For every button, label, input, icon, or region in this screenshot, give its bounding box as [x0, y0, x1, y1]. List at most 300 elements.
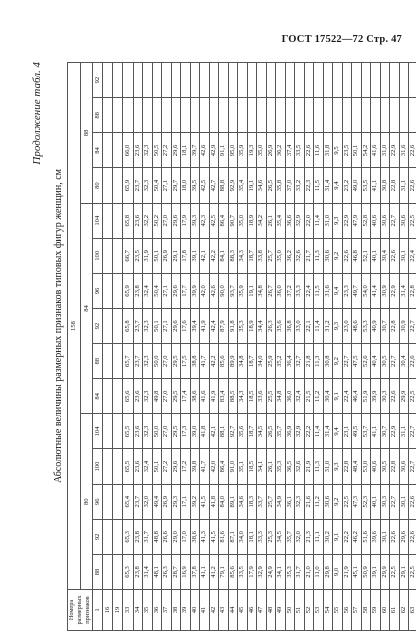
table-cell: 35,3: [276, 449, 286, 484]
table-cell: 40,4: [371, 344, 381, 379]
table-cell: 18,7: [247, 344, 257, 379]
table-cell: 65,5: [123, 414, 134, 449]
table-row: [295, 63, 305, 631]
table-cell: [238, 63, 248, 98]
table-cell: 26,1: [266, 449, 276, 484]
table-cell: 65,5: [123, 449, 134, 484]
table-cell: 39,3: [190, 203, 200, 238]
table-cell: 23,0: [342, 309, 352, 344]
header-spacer: [103, 168, 113, 203]
table-cell: [200, 63, 210, 98]
table-cell: 23,7: [133, 309, 143, 344]
table-cell: 31,4: [143, 554, 153, 589]
table-cell: 50,0: [152, 344, 162, 379]
table-cell: 88,8: [219, 168, 229, 203]
table-cell: 19,1: [247, 168, 257, 203]
row-number: 41: [200, 590, 210, 631]
table-cell: 11,6: [314, 133, 324, 168]
table-cell: 23,1: [342, 414, 352, 449]
table-cell: 22,1: [304, 309, 314, 344]
table-cell: 22,6: [409, 484, 416, 519]
table-cell: 42,3: [200, 203, 210, 238]
column-header: 92: [93, 63, 103, 98]
table-cell: 35,9: [238, 133, 248, 168]
header-spacer: [113, 203, 123, 238]
table-cell: 32,4: [143, 449, 153, 484]
row-number: 54: [323, 590, 333, 631]
row-number: 44: [228, 590, 238, 631]
row-number: 36: [152, 590, 162, 631]
table-cell: 33,6: [257, 379, 267, 414]
table-cell: 26,1: [266, 203, 276, 238]
table-cell: [352, 63, 362, 98]
table-row: [228, 63, 238, 631]
header-spacer: [103, 238, 113, 273]
table-cell: 31,1: [399, 414, 409, 449]
table-cell: 22,4: [304, 273, 314, 308]
header-group-88: 88: [80, 63, 93, 204]
table-cell: 42,6: [209, 273, 219, 308]
table-cell: 22,6: [390, 379, 400, 414]
table-cell: 38,6: [190, 519, 200, 554]
table-cell: 26,6: [162, 519, 172, 554]
table-cell: [209, 98, 219, 133]
row-number: 61: [390, 590, 400, 631]
table-cell: [152, 98, 162, 133]
table-cell: 18,7: [247, 414, 257, 449]
table-cell: 34,0: [238, 519, 248, 554]
table-cell: 36,0: [276, 273, 286, 308]
table-cell: [171, 98, 181, 133]
row-number: 50: [285, 590, 295, 631]
table-cell: [247, 98, 257, 133]
table-cell: 65,3: [123, 519, 134, 554]
table-cell: 35,6: [238, 414, 248, 449]
table-cell: [361, 63, 371, 98]
table-cell: 31,1: [399, 168, 409, 203]
table-cell: 30,6: [380, 203, 390, 238]
table-cell: [123, 98, 134, 133]
table-cell: 34,6: [238, 484, 248, 519]
table-cell: 22,9: [390, 273, 400, 308]
table-cell: 9,4: [333, 414, 343, 449]
table-cell: 22,7: [390, 484, 400, 519]
table-cell: 9,2: [333, 484, 343, 519]
table-cell: 18,1: [181, 133, 191, 168]
table-cell: 91,0: [228, 449, 238, 484]
table-cell: 17,4: [181, 379, 191, 414]
header-spacer: [113, 379, 123, 414]
table-cell: [323, 98, 333, 133]
table-cell: 87,9: [219, 309, 229, 344]
table-cell: 42,0: [200, 273, 210, 308]
table-cell: 42,6: [200, 133, 210, 168]
table-cell: 23,2: [342, 168, 352, 203]
table-cell: 31,7: [143, 519, 153, 554]
table-cell: 21,7: [304, 238, 314, 273]
header-spacer: [113, 168, 123, 203]
continuation-label: Продолжение табл. 4: [31, 62, 43, 165]
table-cell: 9,2: [333, 344, 343, 379]
table-cell: 11,5: [314, 273, 324, 308]
table-cell: 22,6: [390, 238, 400, 273]
table-cell: 32,3: [143, 133, 153, 168]
corner-num2: 16: [103, 590, 113, 631]
table-cell: 31,8: [323, 133, 333, 168]
table-cell: [409, 63, 416, 98]
table-cell: 29,6: [171, 273, 181, 308]
table-cell: 17,5: [181, 344, 191, 379]
table-cell: [276, 98, 286, 133]
table-cell: 22,7: [409, 449, 416, 484]
table-row: [266, 63, 276, 631]
table-cell: 22,8: [409, 273, 416, 308]
table-cell: 83,4: [219, 379, 229, 414]
table-cell: 29,6: [171, 203, 181, 238]
table-cell: 88,3: [228, 238, 238, 273]
table-cell: 25,5: [266, 379, 276, 414]
table-cell: 33,5: [295, 133, 305, 168]
table-cell: 92,7: [228, 414, 238, 449]
table-cell: 36,9: [285, 414, 295, 449]
column-header: 88: [93, 554, 103, 589]
table-cell: 84,1: [219, 238, 229, 273]
table-cell: 34,9: [276, 484, 286, 519]
table-cell: 84,0: [219, 484, 229, 519]
table-cell: 38,8: [190, 344, 200, 379]
table-cell: 42,1: [209, 414, 219, 449]
table-cell: 22,6: [342, 238, 352, 273]
header-spacer: [113, 484, 123, 519]
table-cell: 26,7: [266, 273, 276, 308]
column-header: 100: [93, 449, 103, 484]
table-cell: 23,7: [133, 344, 143, 379]
table-cell: 41,6: [200, 379, 210, 414]
table-cell: 50,4: [152, 273, 162, 308]
table-cell: 32,0: [143, 484, 153, 519]
table-cell: 66,0: [123, 133, 134, 168]
header-spacer: [113, 344, 123, 379]
table-cell: 65,8: [123, 203, 134, 238]
table-cell: 49,8: [152, 379, 162, 414]
table-cell: 38,6: [190, 379, 200, 414]
table-cell: 36,8: [285, 309, 295, 344]
table-cell: 41,4: [371, 273, 381, 308]
table-cell: 22,2: [304, 414, 314, 449]
table-cell: 30,1: [399, 238, 409, 273]
header-spacer: [113, 309, 123, 344]
table-cell: 29,5: [171, 414, 181, 449]
table-row: [361, 63, 371, 631]
header-spacer: [103, 133, 113, 168]
table-cell: 18,7: [247, 238, 257, 273]
table-cell: 54,0: [361, 273, 371, 308]
table-cell: 49,5: [352, 414, 362, 449]
table-cell: 30,3: [380, 379, 390, 414]
table-cell: 42,2: [209, 238, 219, 273]
table-cell: 25,7: [266, 238, 276, 273]
table-cell: 18,5: [247, 449, 257, 484]
table-cell: 46,2: [352, 519, 362, 554]
table-cell: 22,7: [342, 344, 352, 379]
table-cell: [276, 63, 286, 98]
table-cell: 32,3: [143, 414, 153, 449]
table-cell: 37,4: [285, 133, 295, 168]
header-spacer: [113, 449, 123, 484]
table-cell: 11,5: [314, 168, 324, 203]
table-cell: 31,0: [323, 203, 333, 238]
table-cell: 39,0: [190, 414, 200, 449]
table-cell: 92,9: [228, 168, 238, 203]
table-cell: [162, 98, 172, 133]
table-cell: 34,0: [257, 344, 267, 379]
table-cell: [228, 63, 238, 98]
table-cell: 33,2: [295, 168, 305, 203]
row-number: 49: [276, 590, 286, 631]
table-cell: 30,3: [380, 484, 390, 519]
header-row-2: [80, 63, 93, 631]
table-cell: 29,9: [380, 554, 390, 589]
table-cell: 48,1: [152, 554, 162, 589]
table-cell: [152, 63, 162, 98]
table-cell: 11,0: [314, 554, 324, 589]
data-table: [67, 62, 416, 631]
table-cell: 29,9: [399, 379, 409, 414]
table-cell: 30,1: [399, 484, 409, 519]
header-spacer: [113, 133, 123, 168]
row-number: 63: [409, 590, 416, 631]
table-cell: 50,1: [152, 238, 162, 273]
column-header: 84: [93, 379, 103, 414]
table-cell: 33,7: [257, 484, 267, 519]
table-cell: 17,1: [181, 484, 191, 519]
table-cell: 35,0: [238, 203, 248, 238]
table-cell: 34,8: [276, 379, 286, 414]
table-cell: 35,9: [238, 273, 248, 308]
table-cell: 30,5: [380, 344, 390, 379]
table-cell: 27,1: [162, 273, 172, 308]
table-cell: [143, 63, 153, 98]
table-cell: 39,9: [190, 273, 200, 308]
table-cell: 21,9: [304, 449, 314, 484]
table-cell: 29,7: [171, 168, 181, 203]
table-cell: 27,2: [162, 133, 172, 168]
table-cell: [266, 63, 276, 98]
table-cell: [181, 63, 191, 98]
row-number: 57: [352, 590, 362, 631]
table-cell: 41,8: [209, 484, 219, 519]
table-cell: [162, 63, 172, 98]
table-cell: [304, 63, 314, 98]
table-cell: 41,3: [200, 519, 210, 554]
table-row: [123, 63, 134, 631]
header-height: 158: [68, 63, 81, 590]
header-spacer: [103, 63, 113, 98]
table-cell: 26,9: [162, 484, 172, 519]
table-cell: 36,2: [276, 133, 286, 168]
table-cell: 42,1: [200, 238, 210, 273]
table-cell: 23,8: [133, 519, 143, 554]
table-cell: 22,6: [304, 133, 314, 168]
table-cell: 32,9: [295, 203, 305, 238]
column-header: 92: [93, 309, 103, 344]
table-cell: 30,6: [323, 238, 333, 273]
table-cell: 26,3: [162, 554, 172, 589]
table-cell: 27,1: [162, 168, 172, 203]
column-header: 104: [93, 203, 103, 238]
table-cell: 22,8: [390, 168, 400, 203]
column-header: 92: [93, 519, 103, 554]
table-cell: [295, 98, 305, 133]
table-cell: 11,3: [314, 238, 324, 273]
table-cell: [266, 98, 276, 133]
table-cell: [314, 63, 324, 98]
table-cell: 9,4: [333, 168, 343, 203]
table-cell: 34,5: [276, 519, 286, 554]
table-row: [276, 63, 286, 631]
table-cell: 30,2: [323, 519, 333, 554]
table-cell: 22,7: [390, 203, 400, 238]
table-cell: 36,2: [285, 238, 295, 273]
table-cell: 21,8: [304, 344, 314, 379]
table-cell: 53,0: [361, 449, 371, 484]
table-cell: 32,3: [143, 379, 153, 414]
header-spacer: [113, 519, 123, 554]
table-cell: 22,9: [390, 133, 400, 168]
table-cell: 42,5: [209, 203, 219, 238]
row-number: 52: [304, 590, 314, 631]
table-cell: 35,1: [238, 449, 248, 484]
table-cell: 32,3: [143, 309, 153, 344]
table-cell: 41,9: [200, 309, 210, 344]
table-cell: 17,9: [247, 554, 257, 589]
table-cell: 33,8: [257, 238, 267, 273]
table-cell: 86,4: [219, 449, 229, 484]
table-cell: 22,8: [342, 449, 352, 484]
table-cell: [371, 98, 381, 133]
table-cell: [390, 98, 400, 133]
table-cell: 79,1: [219, 554, 229, 589]
table-cell: 30,9: [380, 273, 390, 308]
table-cell: 35,8: [276, 168, 286, 203]
table-cell: 29,6: [171, 449, 181, 484]
table-cell: [399, 63, 409, 98]
table-title: Абсолютные величины размерных признаков типовых фигур женщин, см: [53, 169, 64, 483]
table-cell: 50,1: [152, 309, 162, 344]
table-row: [162, 63, 172, 631]
table-cell: 36,4: [285, 344, 295, 379]
table-cell: 26,5: [266, 168, 276, 203]
table-cell: 34,1: [257, 449, 267, 484]
table-cell: 29,6: [399, 519, 409, 554]
table-cell: [257, 63, 267, 98]
table-cell: 9,3: [333, 203, 343, 238]
table-cell: 33,3: [295, 273, 305, 308]
table-cell: 50,1: [352, 133, 362, 168]
table-cell: 11,2: [314, 379, 324, 414]
table-cell: 23,7: [133, 484, 143, 519]
table-cell: 34,8: [238, 344, 248, 379]
table-cell: 24,9: [266, 554, 276, 589]
table-cell: 23,6: [133, 449, 143, 484]
table-cell: 9,5: [333, 133, 343, 168]
table-cell: 30,7: [380, 309, 390, 344]
table-cell: 41,6: [371, 133, 381, 168]
table-cell: 39,2: [190, 484, 200, 519]
table-cell: 41,7: [200, 344, 210, 379]
table-cell: 33,3: [257, 519, 267, 554]
table-cell: 11,2: [314, 484, 324, 519]
table-cell: 39,4: [190, 309, 200, 344]
table-cell: [190, 98, 200, 133]
table-cell: 28,7: [171, 554, 181, 589]
table-cell: 47,5: [352, 344, 362, 379]
table-cell: 30,9: [399, 309, 409, 344]
page-header: ГОСТ 17522—72 Стр. 47: [281, 34, 402, 45]
table-cell: 27,0: [162, 203, 172, 238]
table-cell: [409, 98, 416, 133]
table-cell: 9,0: [333, 554, 343, 589]
table-cell: 26,3: [266, 309, 276, 344]
table-cell: 35,2: [276, 344, 286, 379]
table-cell: 32,6: [295, 238, 305, 273]
table-cell: 39,6: [371, 519, 381, 554]
table-cell: 90,7: [228, 203, 238, 238]
header-spacer: [103, 414, 113, 449]
table-cell: 35,4: [276, 203, 286, 238]
table-cell: 19,3: [247, 133, 257, 168]
table-cell: [257, 98, 267, 133]
table-cell: 22,6: [409, 133, 416, 168]
table-cell: 65,8: [123, 309, 134, 344]
table-row: [247, 63, 257, 631]
table-cell: 50,9: [361, 554, 371, 589]
table-cell: 52,3: [361, 484, 371, 519]
header-row-5: [113, 63, 123, 631]
table-cell: 91,1: [219, 133, 229, 168]
table-cell: 41,2: [209, 554, 219, 589]
column-header: 104: [93, 414, 103, 449]
table-row: [390, 63, 400, 631]
table-cell: 22,9: [342, 203, 352, 238]
table-row: [190, 63, 200, 631]
table-cell: 25,7: [266, 484, 276, 519]
table-cell: 65,7: [123, 344, 134, 379]
table-cell: 41,1: [200, 554, 210, 589]
table-cell: [333, 98, 343, 133]
table-cell: [219, 98, 229, 133]
table-cell: 31,6: [399, 133, 409, 168]
table-cell: 23,6: [133, 133, 143, 168]
table-cell: 35,3: [238, 309, 248, 344]
row-number: 40: [190, 590, 200, 631]
table-cell: 42,9: [209, 133, 219, 168]
table-cell: 90,0: [219, 273, 229, 308]
table-cell: 26,9: [266, 133, 276, 168]
table-cell: 32,9: [257, 554, 267, 589]
table-cell: 23,5: [133, 238, 143, 273]
table-row: [314, 63, 324, 631]
table-cell: 34,1: [276, 554, 286, 589]
table-cell: 11,4: [314, 414, 324, 449]
table-cell: [371, 63, 381, 98]
header-group-84: 84: [80, 203, 93, 414]
table-row: [371, 63, 381, 631]
table-cell: 36,6: [285, 203, 295, 238]
table-cell: 22,6: [390, 519, 400, 554]
table-cell: 34,3: [238, 379, 248, 414]
table-row: [143, 63, 153, 631]
